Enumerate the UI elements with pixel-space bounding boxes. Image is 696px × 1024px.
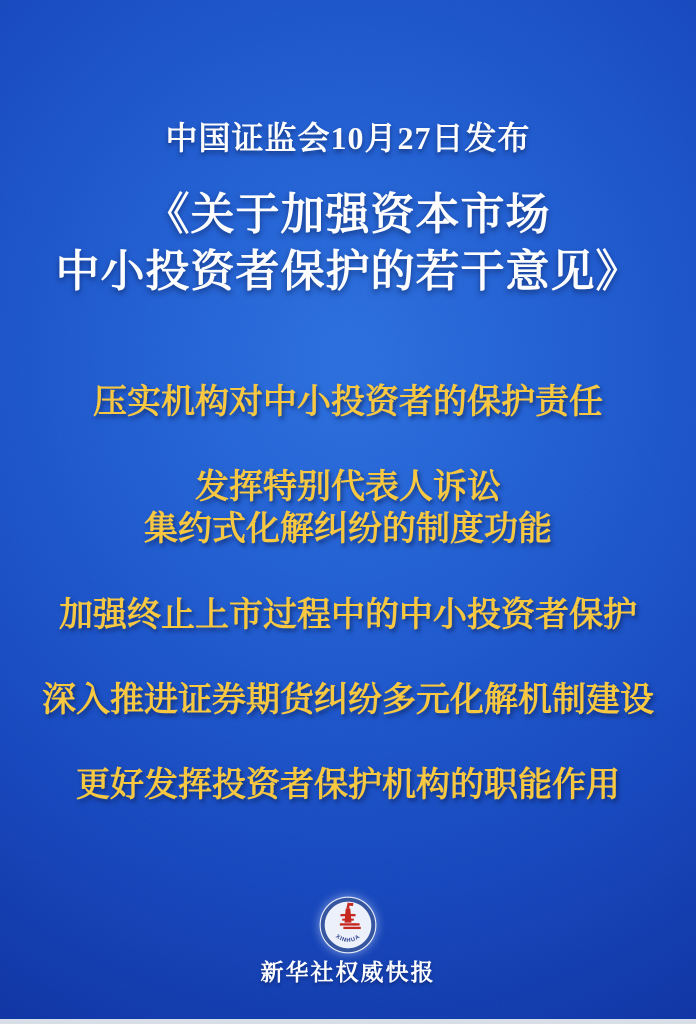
key-point-1-text: 压实机构对中小投资者的保护责任	[93, 383, 603, 421]
key-point-2	[0, 466, 696, 550]
key-point-5-text: 更好发挥投资者保护机构的职能作用	[76, 766, 620, 804]
key-point-4-text: 深入推进证券期货纠纷多元化解机制建设	[42, 681, 654, 719]
logo-text: XINHUA	[334, 933, 362, 945]
document-title-line1: 《关于加强资本市场	[145, 190, 551, 239]
key-point-3	[0, 594, 696, 636]
xinhua-logo-icon	[319, 896, 377, 954]
release-date-line: 中国证监会10月27日发布	[165, 120, 531, 156]
document-title-line2: 中小投资者保护的若干意见》	[55, 247, 641, 296]
key-point-2-text-line2: 集约式化解纠纷的制度功能	[144, 510, 552, 548]
key-point-5	[0, 764, 696, 806]
key-point-3-text: 加强终止上市过程中的中小投资者保护	[59, 596, 637, 634]
brand-name: 新华社权威快报	[260, 959, 436, 985]
key-point-2-text-line1: 发挥特别代表人诉讼	[195, 468, 501, 506]
key-point-4	[0, 679, 696, 721]
bottom-edge-strip	[0, 1019, 696, 1024]
key-point-1	[0, 381, 696, 423]
document-title	[0, 186, 696, 300]
